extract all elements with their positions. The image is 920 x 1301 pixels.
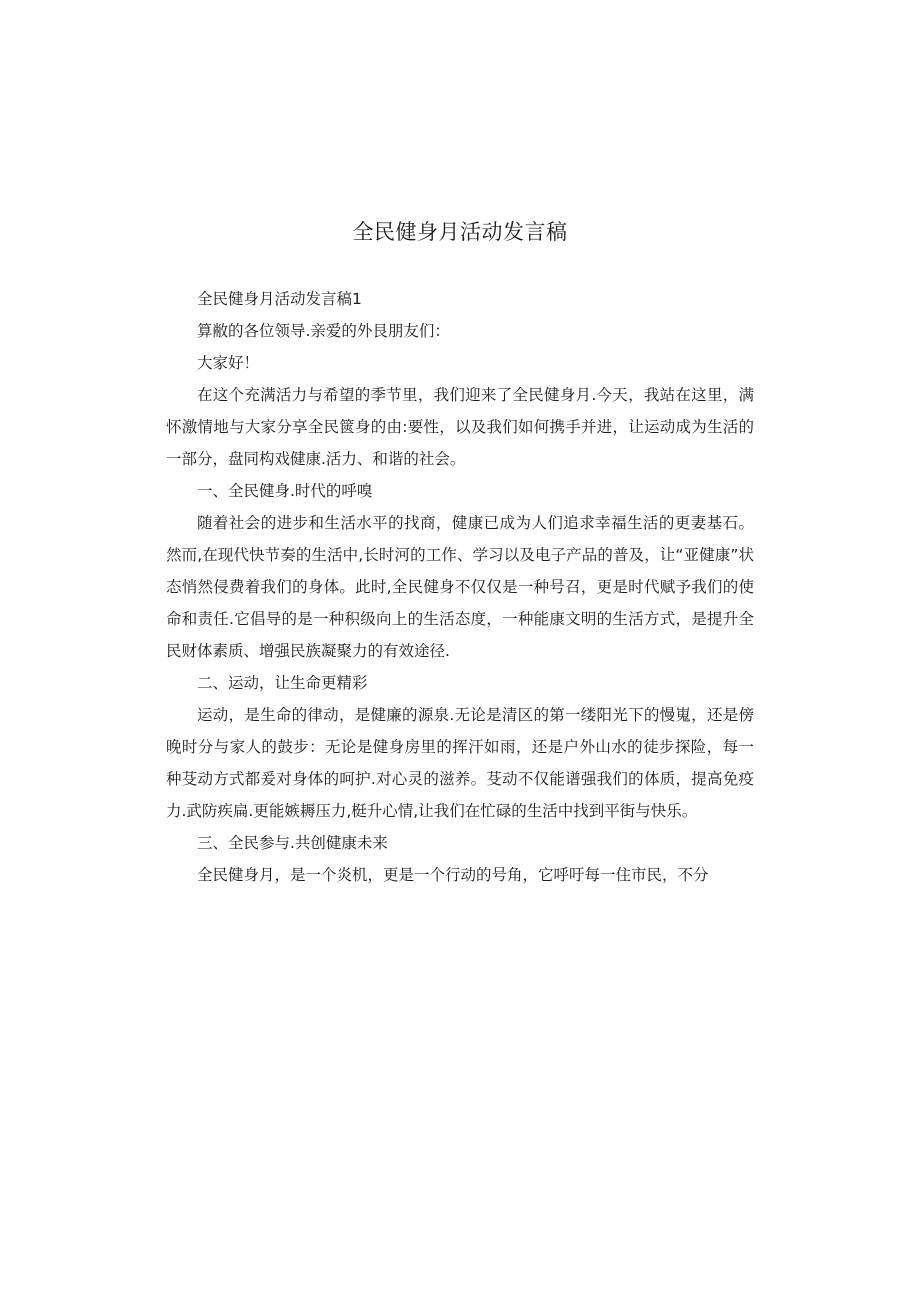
paragraph-greeting: 大家好！	[197, 354, 260, 372]
paragraph-heading-1: 全民健身月活动发言稿1	[197, 290, 362, 308]
paragraph-intro: 在这个充满活力与希望的季节里，我们迎来了全民健身月.今天，我站在这里，满怀激情地与大家分享全民篋身的由:要性，以及我们如何携手并进，让运动成为生活的一部分，盘同构戏健康.活力、和谐的社会。	[166, 386, 754, 468]
paragraph-section-3: 全民健身月，是一个炎机，更是一个行动的号角，它呼吁每一住市民，不分	[197, 866, 709, 884]
paragraph-section-2: 运动，是生命的律动，是健廉的源泉.无论是清区的第一缕阳光下的慢嵬，还是傍晚时分与家人的鼓步：无论是健身房里的挥汗如雨，还是户外山水的徒步探险，每一种芟动方式都爰对身体的呵护.对心灵的滋养。芟动不仅能谱强我们的体质，提高免疫力.武防疾扁.更能嫉耨压力,梃升心情,让我们在忙碌的生活中找到平街与快乐。	[166, 706, 754, 820]
document-body	[166, 283, 754, 891]
section-heading-3: 三、全民参与.共创健康未来	[197, 834, 388, 852]
paragraph-section-1: 随着社会的进步和生活水平的找商，健康已成为人们追求幸福生活的更妻基石。然而,在现代快节奏的生活中,长时河的工作、学习以及电子产品的普及，让“亚健康”状态悄然侵费着我们的身体。此时,全民健身不仅仅是一种号召，更是时代赋予我们的使命和责任.它倡导的是一种积级向上的生活态度，一种能康文明的生活方式，是提升全民财体素质、增强民族凝聚力的有效途径.	[166, 514, 754, 660]
section-heading-1: 一、全民健身.时代的呼嗅	[197, 482, 373, 500]
paragraph-salutation: 算敝的各位领导.亲爱的外艮朋友们：	[197, 322, 450, 340]
document-title: 全民健身月活动发言稿	[352, 220, 568, 244]
section-heading-2: 二、运动，让生命更精彩	[197, 674, 368, 692]
